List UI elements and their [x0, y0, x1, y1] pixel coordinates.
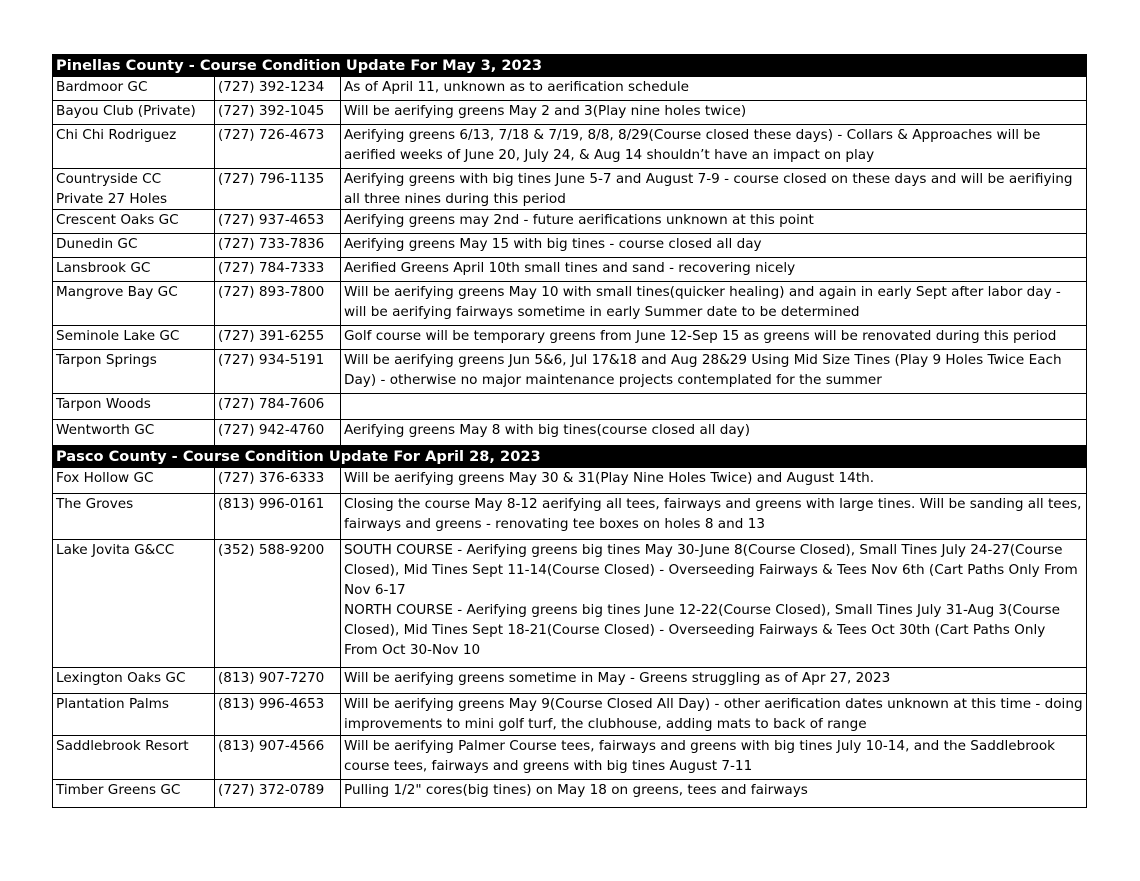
table-row [53, 125, 1087, 169]
phone-cell: (352) 588-9200 [215, 540, 341, 668]
course-name-cell: Dunedin GC [53, 234, 215, 258]
table-row [53, 420, 1087, 446]
table-row [53, 258, 1087, 282]
table-row [53, 101, 1087, 125]
table-row [53, 540, 1087, 668]
phone-cell: (813) 907-7270 [215, 668, 341, 694]
notes-cell: Closing the course May 8-12 aerifying all tees, fairways and greens with large tines. Will be sanding all tees, fairways and greens - renovating tee boxes on holes 8 and 13 [341, 494, 1087, 540]
phone-cell: (727) 392-1234 [215, 77, 341, 101]
table-row [53, 468, 1087, 494]
notes-cell: Will be aerifying greens sometime in May - Greens struggling as of Apr 27, 2023 [341, 668, 1087, 694]
notes-cell: Will be aerifying greens May 2 and 3(Play nine holes twice) [341, 101, 1087, 125]
table-row [53, 210, 1087, 234]
notes-cell: Will be aerifying Palmer Course tees, fairways and greens with big tines July 10-14, and the Saddlebrook course tees, fairways and greens with big tines August 7-11 [341, 736, 1087, 780]
notes-cell: Will be aerifying greens Jun 5&6, Jul 17&18 and Aug 28&29 Using Mid Size Tines (Play 9 Holes Twice Each Day) - otherwise no major maintenance projects contemplated for the summer [341, 350, 1087, 394]
table-row [53, 736, 1087, 780]
course-name-cell: Lake Jovita G&CC [53, 540, 215, 668]
table-row [53, 77, 1087, 101]
phone-cell: (727) 893-7800 [215, 282, 341, 326]
phone-cell: (727) 934-5191 [215, 350, 341, 394]
phone-cell: (727) 796-1135 [215, 169, 341, 210]
table-row [53, 694, 1087, 736]
notes-cell: Aerifying greens with big tines June 5-7 and August 7-9 - course closed on these days and will be aerifiying all three nines during this period [341, 169, 1087, 210]
table-row [53, 780, 1087, 808]
section-header-pinellas [53, 55, 1087, 77]
table-row [53, 326, 1087, 350]
phone-cell: (727) 372-0789 [215, 780, 341, 808]
phone-cell: (813) 907-4566 [215, 736, 341, 780]
course-name-cell: Fox Hollow GC [53, 468, 215, 494]
table-row [53, 350, 1087, 394]
phone-cell: (813) 996-4653 [215, 694, 341, 736]
notes-cell: Aerifying greens May 8 with big tines(course closed all day) [341, 420, 1087, 446]
course-name-cell: Timber Greens GC [53, 780, 215, 808]
phone-cell: (813) 996-0161 [215, 494, 341, 540]
table-row [53, 494, 1087, 540]
course-name-cell: Chi Chi Rodriguez [53, 125, 215, 169]
course-name-cell: Saddlebrook Resort [53, 736, 215, 780]
notes-cell: SOUTH COURSE - Aerifying greens big tines May 30-June 8(Course Closed), Small Tines July 24-27(Course Closed), Mid Tines Sept 11-14(Course Closed) - Overseeding Fairways & Tees Nov 6th (Cart Paths Only From Nov 6-17 NORTH COURSE - Aerifying greens big tines June 12-22(Course Closed), Small Tines July 31-Aug 3(Course Closed), Mid Tines Sept 18-21(Course Closed) - Overseeding Fairways & Tees Oct 30th (Cart Paths Only From Oct 30-Nov 10 [341, 540, 1087, 668]
notes-cell: Golf course will be temporary greens from June 12-Sep 15 as greens will be renovated during this period [341, 326, 1087, 350]
course-condition-table [52, 54, 1087, 808]
notes-cell: Will be aerifying greens May 10 with small tines(quicker healing) and again in early Sept after labor day - will be aerifying fairways sometime in early Summer date to be determined [341, 282, 1087, 326]
phone-cell: (727) 784-7333 [215, 258, 341, 282]
section-title: Pinellas County - Course Condition Update For May 3, 2023 [53, 55, 1087, 77]
notes-cell: As of April 11, unknown as to aerification schedule [341, 77, 1087, 101]
phone-cell: (727) 733-7836 [215, 234, 341, 258]
table-row [53, 668, 1087, 694]
course-name-cell: Lexington Oaks GC [53, 668, 215, 694]
course-name-cell: Seminole Lake GC [53, 326, 215, 350]
phone-cell: (727) 942-4760 [215, 420, 341, 446]
phone-cell: (727) 376-6333 [215, 468, 341, 494]
notes-cell: Will be aerifying greens May 30 & 31(Play Nine Holes Twice) and August 14th. [341, 468, 1087, 494]
course-name-cell: Bardmoor GC [53, 77, 215, 101]
course-name-cell: Bayou Club (Private) [53, 101, 215, 125]
course-name-cell: Lansbrook GC [53, 258, 215, 282]
phone-cell: (727) 937-4653 [215, 210, 341, 234]
notes-cell: Aerifying greens May 15 with big tines - course closed all day [341, 234, 1087, 258]
course-condition-table-body [53, 55, 1087, 808]
section-header-pasco [53, 446, 1087, 468]
course-name-cell: Tarpon Woods [53, 394, 215, 420]
notes-cell: Will be aerifying greens May 9(Course Closed All Day) - other aerification dates unknown at this time - doing improvements to mini golf turf, the clubhouse, adding mats to back of range [341, 694, 1087, 736]
notes-cell [341, 394, 1087, 420]
course-name-cell: Crescent Oaks GC [53, 210, 215, 234]
table-row [53, 234, 1087, 258]
phone-cell: (727) 392-1045 [215, 101, 341, 125]
phone-cell: (727) 391-6255 [215, 326, 341, 350]
notes-cell: Pulling 1/2" cores(big tines) on May 18 on greens, tees and fairways [341, 780, 1087, 808]
course-name-cell: Countryside CC Private 27 Holes [53, 169, 215, 210]
phone-cell: (727) 726-4673 [215, 125, 341, 169]
phone-cell: (727) 784-7606 [215, 394, 341, 420]
notes-cell: Aerified Greens April 10th small tines and sand - recovering nicely [341, 258, 1087, 282]
course-name-cell: Tarpon Springs [53, 350, 215, 394]
table-row [53, 169, 1087, 210]
notes-cell: Aerifying greens may 2nd - future aerifications unknown at this point [341, 210, 1087, 234]
course-name-cell: Mangrove Bay GC [53, 282, 215, 326]
course-name-cell: Wentworth GC [53, 420, 215, 446]
notes-cell: Aerifying greens 6/13, 7/18 & 7/19, 8/8, 8/29(Course closed these days) - Collars & Approaches will be aerified weeks of June 20, July 24, & Aug 14 shouldn’t have an impact on play [341, 125, 1087, 169]
course-name-cell: The Groves [53, 494, 215, 540]
table-row [53, 282, 1087, 326]
course-name-cell: Plantation Palms [53, 694, 215, 736]
table-row [53, 394, 1087, 420]
section-title: Pasco County - Course Condition Update For April 28, 2023 [53, 446, 1087, 468]
